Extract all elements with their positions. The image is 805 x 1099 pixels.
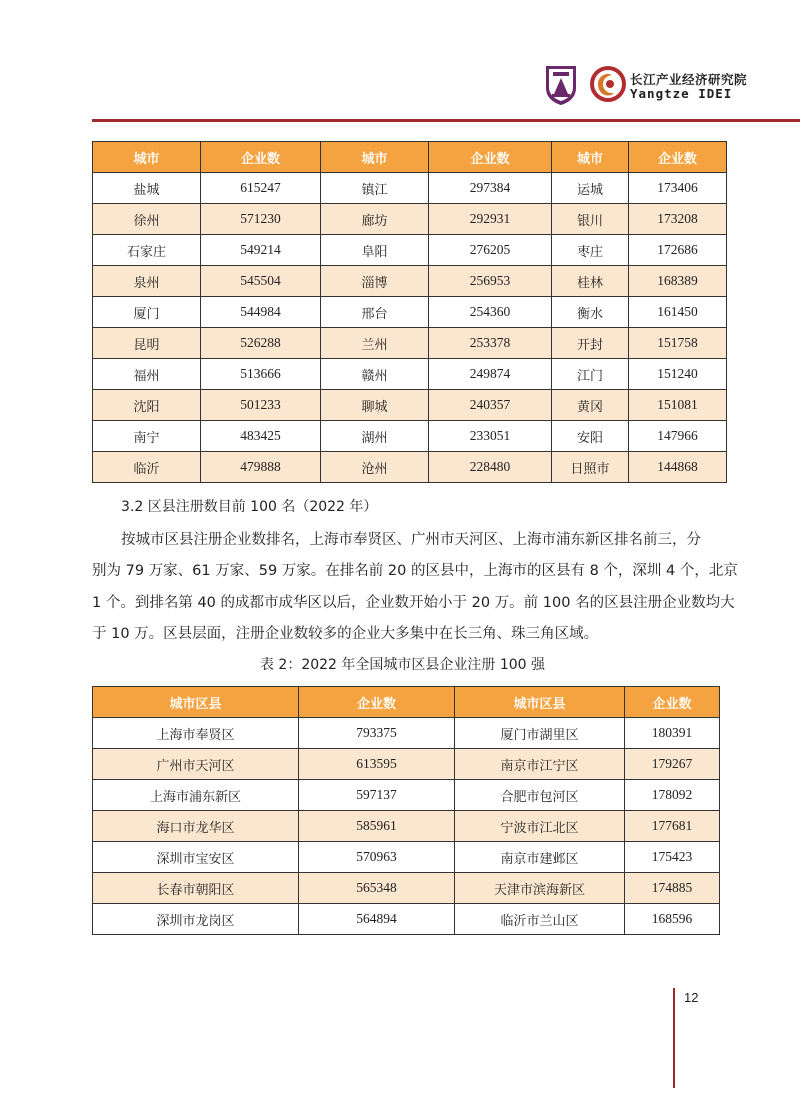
count-cell: 173208 (629, 204, 727, 235)
count-cell: 297384 (429, 173, 552, 204)
count-cell: 253378 (429, 328, 552, 359)
count-cell: 571230 (201, 204, 321, 235)
table-row (93, 390, 727, 421)
city-cell: 廊坊 (321, 204, 429, 235)
district-enterprise-table (92, 686, 720, 935)
count-cell: 585961 (299, 811, 455, 842)
district-cell: 厦门市湖里区 (455, 718, 625, 749)
table-header-row (93, 687, 720, 718)
district-cell: 深圳市龙岗区 (93, 904, 299, 935)
table-row (93, 873, 720, 904)
count-cell: 544984 (201, 297, 321, 328)
count-cell: 249874 (429, 359, 552, 390)
count-cell: 151081 (629, 390, 727, 421)
city-cell: 兰州 (321, 328, 429, 359)
table-row (93, 235, 727, 266)
count-cell: 144868 (629, 452, 727, 483)
district-cell: 广州市天河区 (93, 749, 299, 780)
count-cell: 179267 (625, 749, 720, 780)
city-cell: 赣州 (321, 359, 429, 390)
city-cell: 盐城 (93, 173, 201, 204)
count-cell: 151240 (629, 359, 727, 390)
university-crest-icon (544, 64, 578, 106)
city-cell: 南宁 (93, 421, 201, 452)
count-cell: 172686 (629, 235, 727, 266)
city-cell: 沧州 (321, 452, 429, 483)
count-cell: 233051 (429, 421, 552, 452)
table-row (93, 811, 720, 842)
count-cell: 501233 (201, 390, 321, 421)
header-divider (92, 119, 800, 122)
city-cell: 徐州 (93, 204, 201, 235)
header-logos (544, 64, 754, 108)
city-cell: 开封 (552, 328, 629, 359)
column-header: 企业数 (625, 687, 720, 718)
table-row (93, 749, 720, 780)
column-header: 企业数 (429, 142, 552, 173)
table-row (93, 452, 727, 483)
count-cell: 276205 (429, 235, 552, 266)
count-cell: 564894 (299, 904, 455, 935)
count-cell: 565348 (299, 873, 455, 904)
column-header: 城市 (321, 142, 429, 173)
district-cell: 南京市建邺区 (455, 842, 625, 873)
count-cell: 173406 (629, 173, 727, 204)
count-cell: 615247 (201, 173, 321, 204)
table-row (93, 204, 727, 235)
city-cell: 厦门 (93, 297, 201, 328)
count-cell: 793375 (299, 718, 455, 749)
city-cell: 运城 (552, 173, 629, 204)
table-row (93, 904, 720, 935)
city-enterprise-table (92, 141, 727, 483)
table-row (93, 718, 720, 749)
city-cell: 银川 (552, 204, 629, 235)
column-header: 城市 (552, 142, 629, 173)
paragraph-line: 按城市区县注册企业数排名，上海市奉贤区、广州市天河区、上海市浦东新区排名前三，分 (121, 532, 701, 548)
table-row (93, 421, 727, 452)
district-cell: 天津市滨海新区 (455, 873, 625, 904)
count-cell: 174885 (625, 873, 720, 904)
city-cell: 湖州 (321, 421, 429, 452)
count-cell: 545504 (201, 266, 321, 297)
column-header: 城市区县 (455, 687, 625, 718)
count-cell: 483425 (201, 421, 321, 452)
table-caption: 表 2：2022 年全国城市区县企业注册 100 强 (259, 657, 546, 673)
count-cell: 254360 (429, 297, 552, 328)
district-cell: 上海市浦东新区 (93, 780, 299, 811)
count-cell: 168596 (625, 904, 720, 935)
paragraph-line: 1 个。到排名第 40 的成都市成华区以后，企业数开始小于 20 万。前 100 名的区县注册企业数均大 (92, 595, 735, 611)
count-cell: 161450 (629, 297, 727, 328)
column-header: 城市 (93, 142, 201, 173)
count-cell: 177681 (625, 811, 720, 842)
institute-logo-icon (590, 66, 626, 102)
table-row (93, 297, 727, 328)
district-cell: 南京市江宁区 (455, 749, 625, 780)
city-cell: 安阳 (552, 421, 629, 452)
count-cell: 175423 (625, 842, 720, 873)
count-cell: 513666 (201, 359, 321, 390)
city-cell: 桂林 (552, 266, 629, 297)
city-cell: 泉州 (93, 266, 201, 297)
institute-name-cn: 长江产业经济研究院 (630, 72, 748, 87)
count-cell: 178092 (625, 780, 720, 811)
district-cell: 深圳市宝安区 (93, 842, 299, 873)
city-cell: 衡水 (552, 297, 629, 328)
count-cell: 147966 (629, 421, 727, 452)
count-cell: 479888 (201, 452, 321, 483)
count-cell: 526288 (201, 328, 321, 359)
count-cell: 168389 (629, 266, 727, 297)
paragraph-line: 于 10 万。区县层面，注册企业数较多的企业大多集中在长三角、珠三角区域。 (92, 626, 599, 642)
table-row (93, 266, 727, 297)
city-cell: 福州 (93, 359, 201, 390)
paragraph-line: 别为 79 万家、61 万家、59 万家。在排名前 20 的区县中，上海市的区县有 8 个，深圳 4 个，北京 (92, 563, 738, 579)
section-heading: 3.2 区县注册数目前 100 名（2022 年） (121, 499, 378, 515)
column-header: 企业数 (201, 142, 321, 173)
city-cell: 聊城 (321, 390, 429, 421)
city-cell: 临沂 (93, 452, 201, 483)
city-cell: 阜阳 (321, 235, 429, 266)
column-header: 企业数 (629, 142, 727, 173)
count-cell: 228480 (429, 452, 552, 483)
count-cell: 570963 (299, 842, 455, 873)
count-cell: 549214 (201, 235, 321, 266)
city-cell: 镇江 (321, 173, 429, 204)
count-cell: 292931 (429, 204, 552, 235)
city-cell: 石家庄 (93, 235, 201, 266)
count-cell: 240357 (429, 390, 552, 421)
institute-name-en: Yangtze IDEI (630, 86, 733, 101)
city-cell: 昆明 (93, 328, 201, 359)
city-cell: 黄冈 (552, 390, 629, 421)
district-cell: 临沂市兰山区 (455, 904, 625, 935)
footer-divider (673, 988, 675, 1088)
table-row (93, 842, 720, 873)
count-cell: 180391 (625, 718, 720, 749)
city-cell: 江门 (552, 359, 629, 390)
city-cell: 沈阳 (93, 390, 201, 421)
count-cell: 613595 (299, 749, 455, 780)
city-cell: 淄博 (321, 266, 429, 297)
table-row (93, 328, 727, 359)
district-cell: 上海市奉贤区 (93, 718, 299, 749)
column-header: 城市区县 (93, 687, 299, 718)
column-header: 企业数 (299, 687, 455, 718)
district-cell: 长春市朝阳区 (93, 873, 299, 904)
count-cell: 256953 (429, 266, 552, 297)
table-row (93, 173, 727, 204)
district-cell: 海口市龙华区 (93, 811, 299, 842)
district-cell: 合肥市包河区 (455, 780, 625, 811)
table-row (93, 780, 720, 811)
count-cell: 597137 (299, 780, 455, 811)
page-number: 12 (684, 990, 699, 1005)
city-cell: 邢台 (321, 297, 429, 328)
city-cell: 日照市 (552, 452, 629, 483)
table-row (93, 359, 727, 390)
city-cell: 枣庄 (552, 235, 629, 266)
count-cell: 151758 (629, 328, 727, 359)
district-cell: 宁波市江北区 (455, 811, 625, 842)
table-header-row (93, 142, 727, 173)
